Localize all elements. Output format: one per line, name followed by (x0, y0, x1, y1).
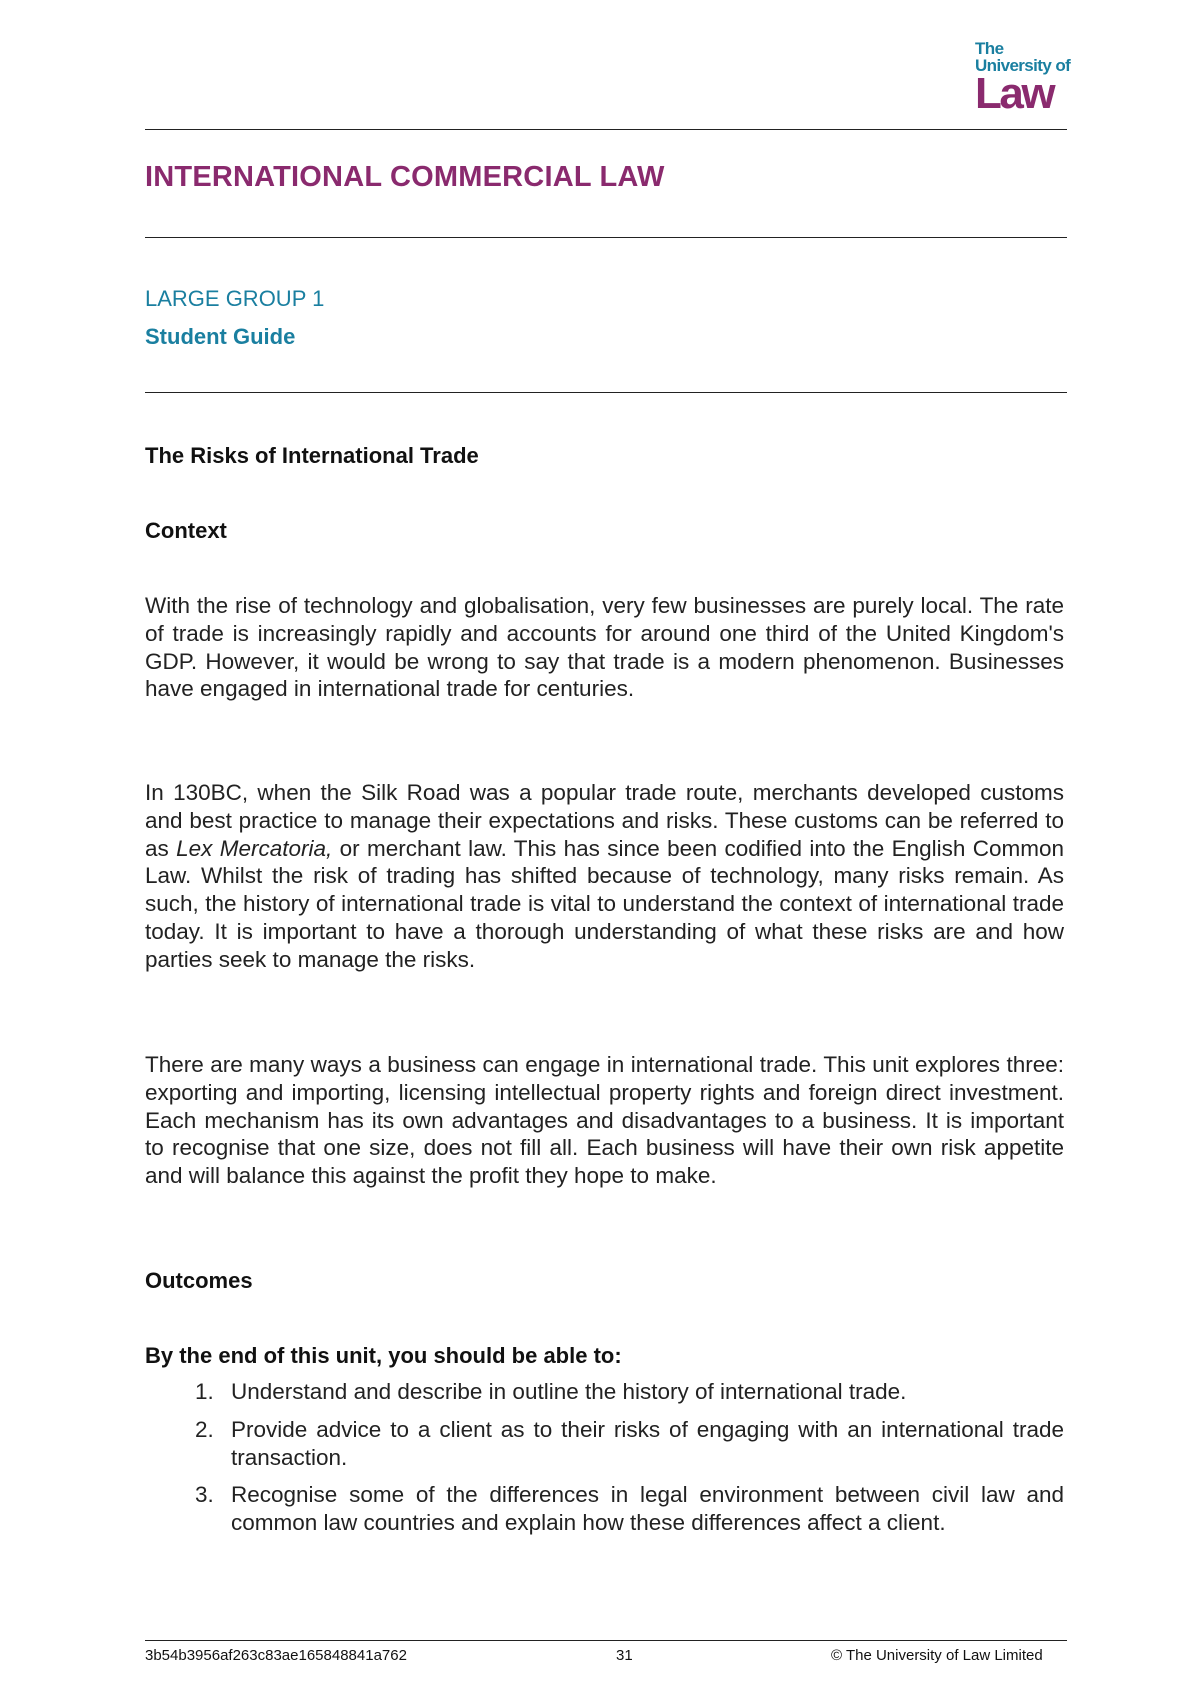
guide-label: Student Guide (145, 324, 296, 349)
para2-text-after: or merchant law. This has since been codified into the English Common Law. Whilst the risk of trading has shifted because of technology, many risks remain. As such, the history of international trade is vital to understand the context of international trade today. It is important to have a thorough understanding of what these risks are and how parties seek to manage the risks. (145, 835, 1065, 972)
list-item-number: 2. (195, 1416, 214, 1442)
context-paragraph-1: With the rise of technology and globalisation, very few businesses are purely local. The rate of trade is increasingly rapidly and accounts for around one third of the United Kingdom's GDP. However, it would be wrong to say that trade is a modern phenomenon. Businesses have engaged in international trade for centuries. (145, 593, 1064, 702)
list-item (145, 1416, 1064, 1472)
logo-line-1: The (975, 39, 1004, 58)
list-item (145, 1481, 1064, 1537)
list-item-text: Understand and describe in outline the history of international trade. (231, 1379, 907, 1404)
context-heading: Context (145, 518, 227, 543)
header-rule-middle (145, 237, 1067, 238)
outcomes-intro: By the end of this unit, you should be able to: (145, 1343, 622, 1368)
footer-page-number: 31 (616, 1647, 633, 1664)
context-paragraph-2 (145, 779, 1064, 974)
list-item-number: 1. (195, 1379, 214, 1404)
list-item-number: 3. (195, 1482, 214, 1508)
university-logo (975, 40, 1075, 116)
header-rule-bottom (145, 392, 1067, 393)
footer-doc-id: 3b54b3956af263c83ae165848841a762 (145, 1647, 407, 1664)
lex-mercatoria-term: Lex Mercatoria, (176, 835, 333, 861)
outcomes-list (145, 1378, 1064, 1547)
context-paragraph-3: There are many ways a business can engage in international trade. This unit explores three: exporting and importing, licensing intellectual property rights and foreign direct investment. Each mechanism has its own advantages and disadvantages to a business. It is important to recognise that one size, does not fill all. Each business will have their own risk appetite and will balance this against the profit they hope to make. (145, 1052, 1064, 1189)
footer-copyright: © The University of Law Limited (831, 1647, 1043, 1664)
header-rule-top (145, 129, 1067, 130)
logo-line-2: University of (975, 56, 1071, 75)
list-item-text: Provide advice to a client as to their risks of engaging with an international trade transaction. (231, 1416, 1064, 1470)
outcomes-heading: Outcomes (145, 1268, 253, 1293)
list-item-text: Recognise some of the differences in legal environment between civil law and common law countries and explain how these differences affect a client. (231, 1482, 1064, 1536)
para2-text-before: In 130BC, when the Silk Road was a popular trade route, merchants developed customs and best practice to manage their expectations and risks. These customs can be referred to as (145, 780, 1064, 861)
footer-rule (145, 1640, 1067, 1641)
topic-title: The Risks of International Trade (145, 443, 479, 468)
group-label: LARGE GROUP 1 (145, 286, 325, 311)
list-item (145, 1378, 1064, 1406)
logo-line-3: Law (975, 69, 1054, 118)
page-title: INTERNATIONAL COMMERCIAL LAW (145, 161, 665, 193)
